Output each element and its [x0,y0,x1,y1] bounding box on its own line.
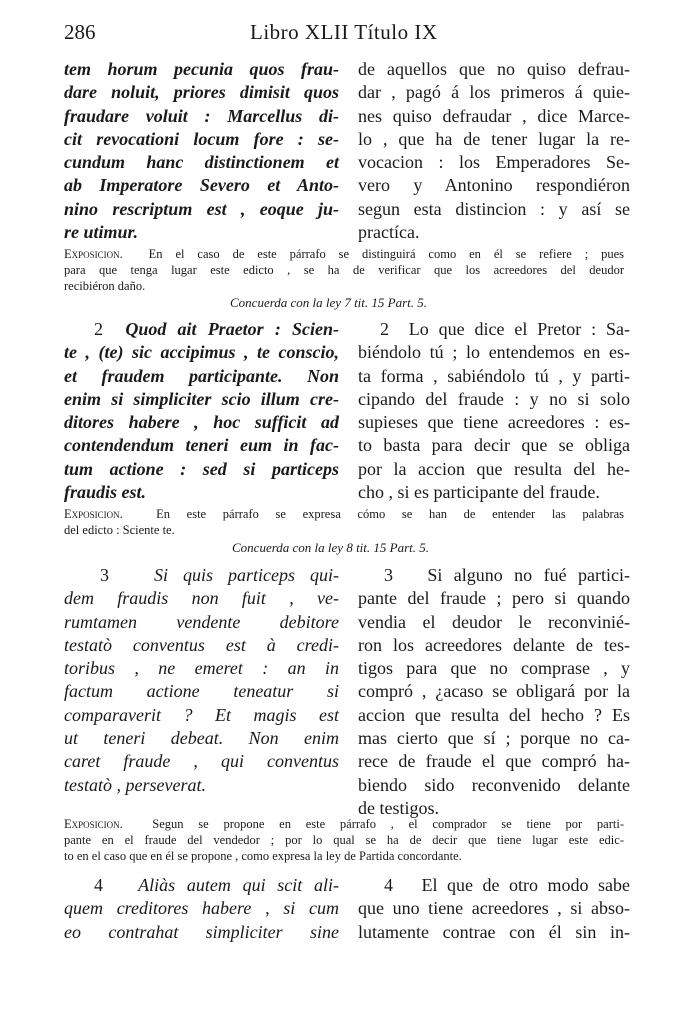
latin-line: cundum hanc distinctionem et [64,152,339,173]
concuerda-note: Concuerda con la ley 7 tit. 15 Part. 5. [230,295,428,310]
latin-line: testatò , perseverat. [64,774,206,795]
latin-line: enim si simpliciter scio illum cre- [64,388,339,409]
spanish-line: pante del fraude ; pero si quando [358,588,630,609]
spanish-line: de aquellos que no quiso defrau- [358,59,630,79]
spanish-line: rece de fraude el que compró ha- [358,751,630,772]
exposicion-note [64,246,624,294]
latin-line: tem horum pecunia quos frau- [64,59,339,79]
section-1-text [64,58,629,248]
spanish-line: mas cierto que sí ; porque no ca- [358,728,630,749]
exposicion-note [64,816,624,864]
exposicion-line: Exposicion. En el caso de este párrafo se distinguirá como en él se refiere ; pues [64,247,625,261]
spanish-line: vero y Antonino respondiéron [358,175,630,196]
latin-line: rumtamen vendente debitore [64,611,339,632]
spanish-line: 2 Lo que dice el Pretor : Sa- [380,319,630,339]
latin-line: ab Imperatore Severo et Anto- [64,175,339,196]
section-2-text [64,318,629,508]
spanish-line: nes quiso defraudar , dice Marce- [358,105,630,126]
exposicion-line: pante en el fraude del vendedor ; por lo qual se ha de decir que tiene lugar este edic- [64,833,624,847]
exposicion-line: Exposicion. En este párrafo se expresa cómo se han de entender las palabras [64,507,625,521]
latin-line: fraudare voluit : Marcellus di- [64,105,339,126]
spanish-line: vocacion : los Emperadores Se- [358,152,630,173]
spanish-line: supieses que tiene acreedores : es- [358,412,630,433]
paragraph-number: 3 [100,565,109,585]
spanish-line: lo , que ha de tener lugar la re- [358,128,630,149]
spanish-column [358,318,630,504]
latin-line: 2 Quod ait Praetor : Scien- [94,319,340,339]
latin-line: et fraudem participante. Non [64,365,339,386]
paragraph-number: 4 [384,875,393,895]
spanish-line: compró , ¿acaso se obligará por la [358,681,630,702]
spanish-line: segun esta distincion : y así se [358,198,630,219]
spanish-line: cho , si es participante del fraude. [358,482,600,503]
latin-column [64,58,339,244]
latin-line: tum actione : sed si particeps [64,458,339,479]
latin-line: eo contrahat simpliciter sine [64,921,339,942]
latin-line: caret fraude , qui conventus [64,751,339,772]
spanish-line: por la accion que resulta del he- [358,458,630,479]
paragraph-number: 4 [94,875,103,895]
exposicion-label: Exposicion. [64,507,123,521]
paragraph-number: 2 [380,319,389,339]
exposicion-line: to en el caso que en él se propone , como expresa la ley de Partida concordante. [64,849,462,863]
latin-column [64,318,339,504]
latin-line: comparaverit ? Et magis est [64,704,339,725]
exposicion-line: para que tenga lugar este edicto , se ha de verificar que los acreedores del deudor [64,263,624,277]
latin-line: nino rescriptum est , eoque ju- [64,198,339,219]
spanish-line: 4 El que de otro modo sabe [384,875,630,895]
paragraph-number: 3 [384,565,393,585]
spanish-line: vendia el deudor le reconvinié- [358,611,630,632]
spanish-line: biendo sido reconvenido delante [358,774,630,795]
spanish-line: ta forma , sabiéndolo tú , y parti- [358,365,630,386]
section-4-text [64,874,629,949]
spanish-line: accion que resulta del hecho ? Es [358,704,630,725]
paragraph-number: 2 [94,319,103,339]
latin-column [64,564,339,797]
spanish-line: de testigos. [358,797,439,818]
latin-line: cit revocationi locum fore : se- [64,128,339,149]
exposicion-note [64,506,624,538]
spanish-line: lutamente contrae con él sin in- [358,921,630,942]
spanish-column [358,58,630,244]
spanish-column [358,874,630,944]
latin-line: fraudis est. [64,482,147,503]
spanish-line: practíca. [358,222,420,243]
spanish-line: to basta para decir que se obliga [358,435,630,456]
latin-line: testatò conventus est à credi- [64,634,339,655]
spanish-line: biéndolo tú ; lo entendemos en es- [358,342,630,363]
latin-line: dare noluit, priores dimisit quos [64,82,339,103]
page-number: 286 [64,20,96,44]
latin-line: toribus , ne emeret : an in [64,658,339,679]
exposicion-line: Exposicion. Segun se propone en este párrafo , el comprador se tiene por parti- [64,817,625,831]
latin-line: quem creditores habere , si cum [64,898,339,919]
latin-line: contendendum teneri eum in fac- [64,435,339,456]
latin-line: te , (te) sic accipimus , te conscio, [64,342,339,363]
exposicion-label: Exposicion. [64,247,123,261]
page-header [64,20,634,50]
latin-line: factum actione teneatur si [64,681,339,702]
spanish-column [358,564,630,820]
running-head: Libro XLII Título IX [250,20,438,44]
spanish-line: cipando del fraude : y no si solo [358,388,630,409]
latin-line: re utimur. [64,222,139,243]
exposicion-label: Exposicion. [64,817,123,831]
exposicion-line: del edicto : Sciente te. [64,523,175,537]
section-3-text [64,564,630,818]
latin-line: ut teneri debeat. Non enim [64,728,339,749]
latin-line: dem fraudis non fuit , ve- [64,588,339,609]
spanish-line: dar , pagó á los primeros á quie- [358,82,630,103]
exposicion-line: recibiéron daño. [64,279,146,293]
latin-column [64,874,339,944]
latin-line: 3 Si quis particeps qui- [100,565,339,585]
concuerda-note: Concuerda con la ley 8 tit. 15 Part. 5. [232,540,430,555]
spanish-line: ron los acreedores delante de tes- [358,634,630,655]
latin-line: 4 Aliàs autem qui scit ali- [94,875,340,895]
spanish-line: que uno tiene acreedores , si abso- [358,898,630,919]
spanish-line: tigos para que no comprase , y [358,658,630,679]
latin-line: ditores habere , hoc sufficit ad [64,412,339,433]
spanish-line: 3 Si alguno no fué partici- [384,565,630,585]
